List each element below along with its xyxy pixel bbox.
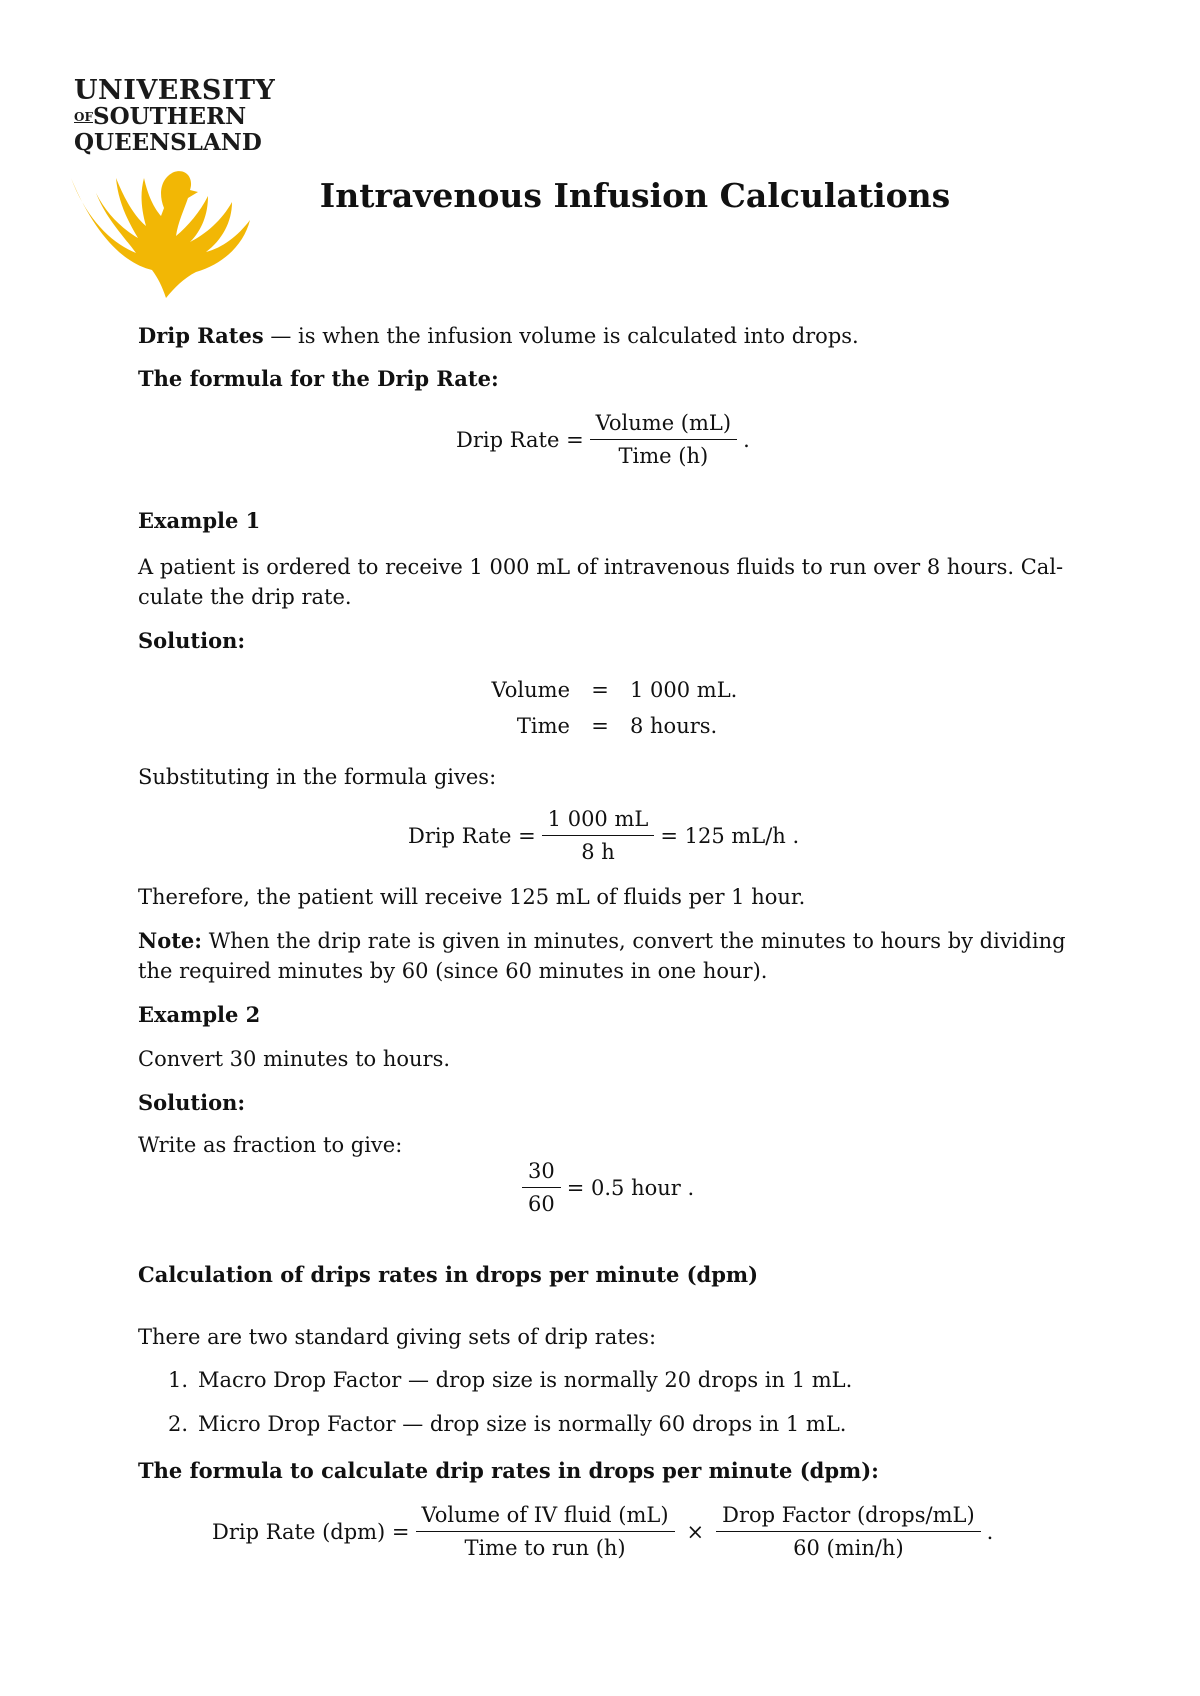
formula-heading: The formula for the Drip Rate: [138,366,499,391]
dpm-fraction-volume [416,1502,675,1561]
therefore-text: Therefore, the patient will receive 125 mL of fluids per 1 hour. [138,885,806,909]
list-text: Micro Drop Factor — drop size is normally 60 drops in 1 mL. [198,1412,847,1436]
write-fraction-text: Write as fraction to give: [138,1133,403,1157]
calc-denominator: 8 h [581,840,615,864]
sets-intro: There are two standard giving sets of drip rates: [138,1325,657,1349]
given-equals: = [591,678,609,702]
phoenix-icon [66,138,256,298]
calc-lhs: Drip Rate = [408,823,536,848]
calc-fraction [542,806,655,865]
dpm-fraction-dropfactor [716,1502,981,1561]
dpm-heading: Calculation of drips rates in drops per minute (dpm) [138,1262,759,1287]
drip-rate-formula [456,410,750,469]
logo-of: OF [74,110,93,124]
giving-sets-list [168,1368,852,1456]
calc-result: = 125 mL/h . [660,823,800,848]
example2-heading: Example 2 [138,1002,261,1027]
dpm-denominator-minutes: 60 (min/h) [793,1536,904,1560]
example2-text: Convert 30 minutes to hours. [138,1047,451,1071]
dpm-lhs: Drip Rate (dpm) = [212,1519,410,1544]
dpm-formula [212,1502,993,1561]
list-item [168,1412,852,1456]
logo-southern: SOUTHERN [92,103,247,130]
formula-denominator: Time (h) [618,444,709,468]
page-title: Intravenous Infusion Calculations [319,176,951,215]
minutes-denominator: 60 [528,1192,555,1216]
given-label: Volume [491,678,570,702]
intro-definition: — is when the infusion volume is calculated into drops. [263,324,859,348]
example2-solution-label: Solution: [138,1090,246,1115]
note-paragraph [138,926,1078,986]
list-text: Macro Drop Factor — drop size is normally 20 drops in 1 mL. [198,1368,853,1392]
logo-line-university: UNIVERSITY [74,75,276,106]
formula-end: . [743,427,750,452]
dpm-numerator-volume: Volume of IV fluid (mL) [416,1502,675,1532]
given-row-time [460,708,737,744]
example2-calculation [516,1158,694,1217]
formula-fraction [590,410,737,469]
dpm-end: . [986,1519,994,1544]
formula-lhs: Drip Rate = [456,427,584,452]
note-label: Note: [138,928,203,953]
given-equals: = [591,714,609,738]
example1-text-line1: A patient is ordered to receive 1 000 mL of intravenous fluids to run over 8 hours. Cal- [138,555,1064,579]
example1-given-values [460,672,737,744]
list-number: 1. [168,1368,189,1392]
logo-line-queensland: QUEENSLAND [74,129,262,156]
given-value: 8 hours. [630,714,718,738]
given-row-volume [460,672,737,708]
minutes-numerator: 30 [522,1158,561,1188]
intro-term: Drip Rates [138,323,264,348]
substituting-text: Substituting in the formula gives: [138,765,497,789]
note-line1: When the drip rate is given in minutes, convert the minutes to hours by dividing [202,929,1066,953]
given-value: 1 000 mL. [630,678,738,702]
example1-calculation [408,806,799,865]
intro-paragraph [138,321,859,351]
dpm-numerator-dropfactor: Drop Factor (drops/mL) [716,1502,981,1532]
example1-text [138,552,1078,612]
formula-numerator: Volume (mL) [590,410,737,440]
dpm-formula-heading: The formula to calculate drip rates in drops per minute (dpm): [138,1458,879,1483]
note-line2: the required minutes by 60 (since 60 minutes in one hour). [138,959,768,983]
minutes-fraction [522,1158,561,1217]
calc-numerator: 1 000 mL [542,806,655,836]
hours-result: = 0.5 hour . [566,1175,695,1200]
example1-heading: Example 1 [138,508,261,533]
list-item [168,1368,852,1412]
example1-text-line2: culate the drip rate. [138,585,352,609]
given-label: Time [516,714,570,738]
example1-solution-label: Solution: [138,628,246,653]
dpm-denominator-time: Time to run (h) [464,1536,626,1560]
logo-line-southern [74,104,275,130]
list-number: 2. [168,1412,189,1436]
multiply-sign: × [686,1519,705,1544]
